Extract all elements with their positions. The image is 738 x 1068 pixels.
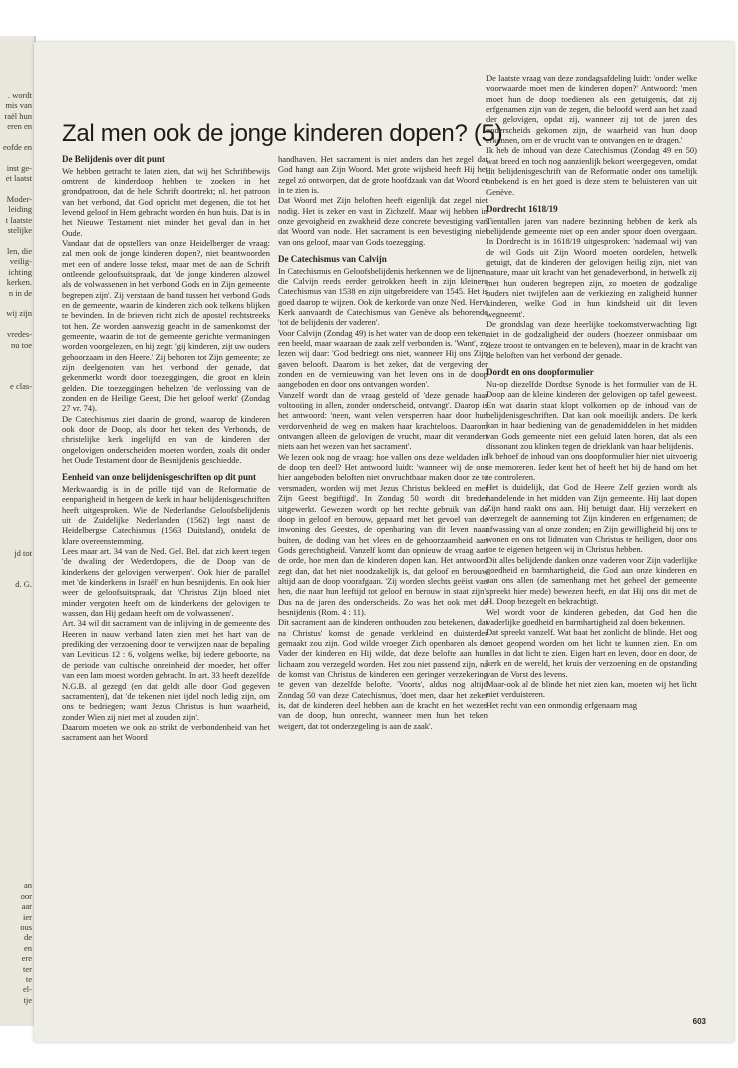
- previous-page-fragment: mis van: [5, 100, 32, 111]
- previous-page-fragment: ier: [23, 911, 32, 922]
- paragraph: Het is duidelijk, dat God de Heere Zelf gezien wordt als handelende in het midden van Zijn gemeente. Hij laat dopen Zijn hand raakt ons aan. Hij betuigt daar. Hij verzekert en verzegelt de aanneming tot Zijn kinderen en erfgenamen; de afwassing van al onze zonden; en Zijn gewilligheid bij ons te wonen en ons tot lidmaten van Christus te heiligen, door ons toe te eigenen hetgeen wij in Christus hebben.: [486, 482, 697, 555]
- previous-page-fragment: oor: [20, 890, 32, 901]
- previous-page-fragment: wij zijn: [6, 308, 32, 319]
- paragraph: Het recht van een onmondig erfgenaam mag: [486, 699, 638, 710]
- previous-page-fragment: t laatste: [5, 214, 32, 225]
- previous-page-fragment: el-: [23, 984, 32, 995]
- previous-page-fragment: veilig-: [9, 256, 32, 267]
- previous-page-fragment: leiding: [8, 204, 32, 215]
- magazine-page: [34, 42, 734, 1042]
- previous-page-fragment: jd tot: [14, 547, 32, 558]
- paragraph: Wel wordt voor de kinderen gebeden, dat God hen die vaderlijke goedheid en barmhartigheid zal doen bekennen.: [486, 606, 697, 627]
- paragraph: Vandaar dat de opstellers van onze Heidelberger de vraag: zal men ook de jonge kinderen dopen?, niet beantwoorden met een of andere losse tekst, maar met de aan de Schrift ontleende geloofsuitspraak, dat 'de jonge kinderen alzowel als de volwassenen in het verbond Gods en in Zijn gemeente begrepen zijn'. Zij verstaan de band tussen het verbond Gods en de gemeente, waarin de kinderen zich ook telkens blijken te bevinden. In de brieven richt zich de apostel rechtstreeks tot hen. Ze worden aanwezig geacht in de samenkomst der gemeente, waarin de tot de gemeente gerichte vermaningen worden voorgelezen, en hij zegt: 'gij kinderen, zijt uw ouders gehoorzaam in den Heere.' Zij behoren tot Zijn gemeente; ze zijn deelgenoten van het verbond der genade, dat gekenmerkt wordt door toezeggingen, die groot en klein gelden. Die toezeggingen behelzen 'de verlossing van de zonden en de Heilige Geest, Die het geloof werkt' (Zondag 27 vr. 74).: [62, 237, 270, 414]
- paragraph: Dat Woord met Zijn beloften heeft eigenlijk dat zegel niet nodig. Het is zeker en vast in Zichzelf. Maar wij hebben in onze gevoigheid en zwakheid deze concrete bevestiging van dat Woord van node. Het sacrament is een bevestiging niet van ons geloof, maar van Gods toezegging.: [278, 195, 488, 247]
- previous-page-fragment: ere: [21, 953, 32, 964]
- paragraph: Maar-ook al de blinde het niet zien kan, moeten wij het licht niet verduisteren.: [486, 678, 697, 700]
- previous-page-fragment: ter: [23, 963, 32, 974]
- page-number: 603: [692, 1017, 706, 1026]
- previous-page-fragment: raël hun: [4, 110, 32, 121]
- paragraph: Dit alles belijdende danken onze vaderen voor Zijn vaderlijke goedheid en barmhartigheid, die God aan onze kinderen en aan ons allen (de samenhang met het geheel der gemeente spreekt hier mede) bewezen heeft, en dat Hij ons dit met de H. Doop bezegelt en bekrachtigt.: [486, 554, 697, 607]
- paragraph: handhaven. Het sacrament is niet anders dan het zegel dat God hangt aan Zijn Woord. Met grote wijsheid heeft Hij het zegel zó ontworpen, dat de grote hoofdzaak van dat Woord er in te zien is.: [278, 154, 488, 196]
- previous-page-fragment: ichting: [8, 266, 32, 277]
- article-title: Zal men ook de jonge kinderen dopen? (5): [62, 120, 503, 147]
- paragraph: Nu-op diezelfde Dordtse Synode is het formulier van de H. Doop aan de kleine kinderen der gelovigen op tafel geweest. En wat daarin staat klopt volkomen op de inhoud van de belijdenisgeschriften. Dat kan ook moeilijk anders. De kerk kan in haar bediening van de genademiddelen in het midden van Gods gemeente niet een geluid laten horen, dat als een dissonant zou klinken tegen de drieklank van haar belijdenis.: [486, 378, 697, 451]
- previous-page-fragment: an: [23, 880, 32, 891]
- paragraph: Dat spreekt vanzelf. Wat baat het zonlicht de blinde. Het oog moet geopend worden om het licht te kunnen zien. En om alles in dat licht te zien. Eigen hart en leven, door en door, de kerk en de wereld, het kruis der verzoening en de opstanding van de Vorst des levens.: [486, 627, 697, 679]
- previous-page-fragment: stelijke: [7, 225, 32, 236]
- paragraph: Lees maar art. 34 van de Ned. Gel. Bel. dat zich keert tegen 'de dwaling der Wederdopers, die de Doop van de kinderkens der gelovigen verwerpen'. Ook hier de parallel met 'de kinderkens in Israël' en hun besnijdenis. En ook hier weer de geloofsuitspraak, dat 'Christus Zijn bloed niet minder vergoten heeft om de kinderkens der gelovigen te wassen, dan Hij gedaan heeft om de volwassenen'.: [62, 546, 270, 619]
- previous-page-fragment: vredes-: [6, 329, 32, 340]
- previous-page-fragment: ous: [20, 922, 32, 932]
- previous-page-fragment: eren en: [7, 121, 32, 132]
- paragraph: De Catechismus ziet daarin de grond, waarop de kinderen ook door de Doop, als door het teken des Verbonds, de christelijke kerk ingelijfd en van de kinderen der ongelovigen onderscheiden moeten worden, zoals dit onder het Oude Testament door de Besnijdenis geschiedde.: [62, 413, 270, 466]
- section-heading: De Catechismus van Calvijn: [278, 254, 387, 265]
- previous-page-edge: [0, 36, 36, 1026]
- text-column-1: [62, 154, 270, 1038]
- previous-page-fragment: tje: [23, 994, 32, 1005]
- paragraph: In Catechismus en Geloofsbelijdenis herkennen we de lijnen, die Calvijn reeds eerder getrokken heeft in zijn kleinere Catechismus van 1538 en zijn uitgebreidere van 1545. Het is goed daarop te wijzen. Ook de kerkorde van onze Ned. Herv. Kerk aanvaardt de Catechismus van Genève als behorende 'tot de belijdenis der vaderen'.: [278, 265, 488, 328]
- previous-page-fragment: inst ge-: [6, 162, 32, 173]
- previous-page-fragment: et laatst: [5, 173, 32, 184]
- paragraph: De grondslag van deze heerlijke toekomstverwachting ligt niet in de godzaligheid der ouders (hoezeer onmisbaar om deze troost te ontvangen en te beleven), maar in de kracht van de beloften van het verbond der genade.: [486, 319, 697, 361]
- previous-page-fragment: eofde en: [2, 142, 32, 152]
- paragraph: Ik behoef de inhoud van ons doopformulier hier niet uitvoerig te memoreren. Ieder kent het of heeft het bij de hand om het te controleren.: [486, 451, 697, 483]
- previous-page-fragment: Moder-: [6, 194, 32, 204]
- previous-page-fragment: n in de: [8, 287, 32, 298]
- paragraph: Daarom moeten we ook zo strikt de verbondenheid van het sacrament aan het Woord: [62, 721, 270, 743]
- previous-page-fragment: kerken.: [6, 277, 32, 288]
- text-column-2: [278, 154, 488, 1038]
- previous-page-fragment: nu toe: [10, 339, 32, 350]
- previous-page-fragment: te: [25, 974, 32, 984]
- previous-page-fragment: len, die: [6, 246, 32, 256]
- paragraph: Vanzelf wordt dan de vraag gesteld of 'deze genade haar voltooiing in allen, zonder onderscheid, ontvangt'. Daarop is het antwoord: 'neen, want velen versperren haar door hun verdorvenheid de weg en maken haar krachteloos. Daarom ontvangen alleen de gelovigen de vrucht, maar dit verandert niets aan het wezen van het sacrament'.: [278, 389, 488, 452]
- section-heading: Dordt en ons doopformulier: [486, 367, 594, 378]
- section-heading: Dordrecht 1618/19: [486, 204, 558, 215]
- previous-page-fragment: e clas-: [10, 381, 32, 392]
- paragraph: Dit sacrament aan de kinderen onthouden zou betekenen, dat na Christus' komst de genade verkleind en duisterder gemaakt zou zijn. God wilde vroeger Zich openbaren als de Vader der kinderen en Hij wilde, dat deze belofte aan hun lichaam zou verzegeld worden. Het zou niet passend zijn, na de komst van Christus de kinderen een geringer verzekering te geven van dezelfde belofte. 'Voorts', aldus nog altijd Zondag 50 van deze Catechismus, 'doet men, daar het zeker is, dat de kinderen deel hebben aan de kracht en het wezen van de doop, hun onrecht, wanneer men hun het teken weigert, dat tot onderzegeling is aan de zaak'.: [278, 617, 488, 731]
- paragraph: De laatste vraag van deze zondagsafdeling luidt: 'onder welke voorwaarde moet men de kinderen dopen?' Antwoord: 'men moet hun de doop toedienen als een getuigenis, dat zij erfgenamen zijn van de zegen, die beloofd werd aan het zaad der gelovigen, opdat zij, wanneer zij tot de jaren des onderscheids gekomen zijn, de waarheid van hun doop erkennen, om er de vrucht van te ontvangen en te dragen.': [486, 73, 697, 146]
- text-column-3: [486, 73, 697, 1039]
- previous-page-fragment: aar: [21, 901, 32, 912]
- section-heading: De Belijdenis over dit punt: [62, 154, 165, 164]
- previous-page-fragment: d. G.: [15, 578, 32, 589]
- section-heading: Eenheid van onze belijdenisgeschriften op dit punt: [62, 472, 257, 483]
- paragraph: Art. 34 wil dit sacrament van de inlijving in de gemeente des Heeren in nauw verband laten zien met het hart van de prediking der verzoening door te verwijzen naar de bepaling van Leviticus 12 : 6, volgens welke, bij iedere geboorte, na de periode van cultische onreinheid der moeder, het offer van een lam moest worden gebracht. In art. 33 heeft dezelfde N.G.B. al gezegd (en dat geldt alle door God gegeven sacramenten), dat 'de tekenen niet ijdel noch ledig zijn, om ons te bedriegen; want Jezus Christus is hun waarheid, zonder Wien zij niet met al zouden zijn'.: [62, 618, 270, 722]
- previous-page-fragment: en: [23, 942, 32, 953]
- paragraph: Merkwaardig is in de prille tijd van de Reformatie de eenparigheid in hetgeen de kerk in haar belijdenisgeschriften heeft uitgesproken. Wie de Nederlandse Geloofsbelijdenis uit de Zuidelijke Nederlanden (1562) legt naast de Heidelbergse Catechismus (1563 Duitsland), ontdekt de klare overeenstemming.: [62, 483, 270, 546]
- paragraph: We hebben getracht te laten zien, dat wij het Schriftbewijs omtrent de kinderdoop hebben te zoeken in het grondpatroon, dat de hele Schrift doortrekt; nl. het patroon van het verbond, dat God opricht met degenen, die tot het levend geloof in Hem gebracht worden én hun huis. Dat is in het Nieuwe Testament niet minder het geval dan in het Oude.: [62, 165, 270, 238]
- paragraph: We lezen ook nog de vraag: hoe vallen ons deze weldaden in de doop ten deel? Het antwoord luidt: 'wanneer wij de ons hier aangeboden beloften niet onvruchtbaar maken door ze te versmaden, worden wij met Jezus Christus bekleed en met Zijn Geest begiftigd'. In Zondag 50 wordt dit breder uitgewerkt. Gewezen wordt op het rechte gebruik van de doop in geloof en berouw, gepaard met het gevoel van de inwoning des Geestes, de openbaring van dit leven naar buiten, de doding van het vlees en de gehoorzaamheid aan Gods gerechtigheid. Vanzelf komt dan opnieuw de vraag aan de orde, hoe men dan de kinderen dopen kan. Het antwoord zegt dan, dat het niet noodzakelijk is, dat geloof en berouw altijd aan de doop voorafgaan. 'Zij worden slechts geëist van hen, die naar hun leeftijd tot geloof en berouw in staat zijn'. Dus na de jaren des onderscheids. Zo was het ook met de besnijdenis (Rom. 4 : 11).: [278, 451, 488, 617]
- paragraph: Tientallen jaren van nadere bezinning hebben de kerk als belijdende gemeente niet op een ander spoor doen overgaan. In Dordrecht is in 1618/19 uitgesproken: 'nademaal wij van de wil Gods uit Zijn Woord moeten oordelen, hetwelk getuigt, dat de kinderen der gelovigen heilig zijn, niet van nature, maar uit kracht van het genadeverbond, in hetwelk zij met hun ouderen begrepen zijn, zo moeten de godzalige ouders niet twijfelen aan de verkiezing en zaligheid hunner kinderen, welke God in hun kindsheid uit dit leven wegneemt'.: [486, 215, 697, 319]
- previous-page-fragment: de: [23, 932, 32, 943]
- previous-page-fragment: . wordt: [7, 90, 32, 100]
- paragraph: Ik heb de inhoud van deze Catechismus (Zondag 49 en 50) wat breed en toch nog aanzienlijk bekort weergegeven, omdat dit belijdenisgeschrift van de Reformatie onder ons tamelijk onbekend is en het goed is deze stem te beluisteren van uit Genève.: [486, 145, 697, 197]
- paragraph: Voor Calvijn (Zondag 49) is het water van de doop een teken, een beeld, maar waaraan de zaak zelf verbonden is. 'Want', zo lezen wij daar: 'God bedriegt ons niet, wanneer Hij ons Zijn gaven belooft. Daarom is het zeker, dat de vergeving der zonden en de vernieuwing van het leven ons in de doop aangeboden en door ons ontvangen worden'.: [278, 327, 488, 390]
